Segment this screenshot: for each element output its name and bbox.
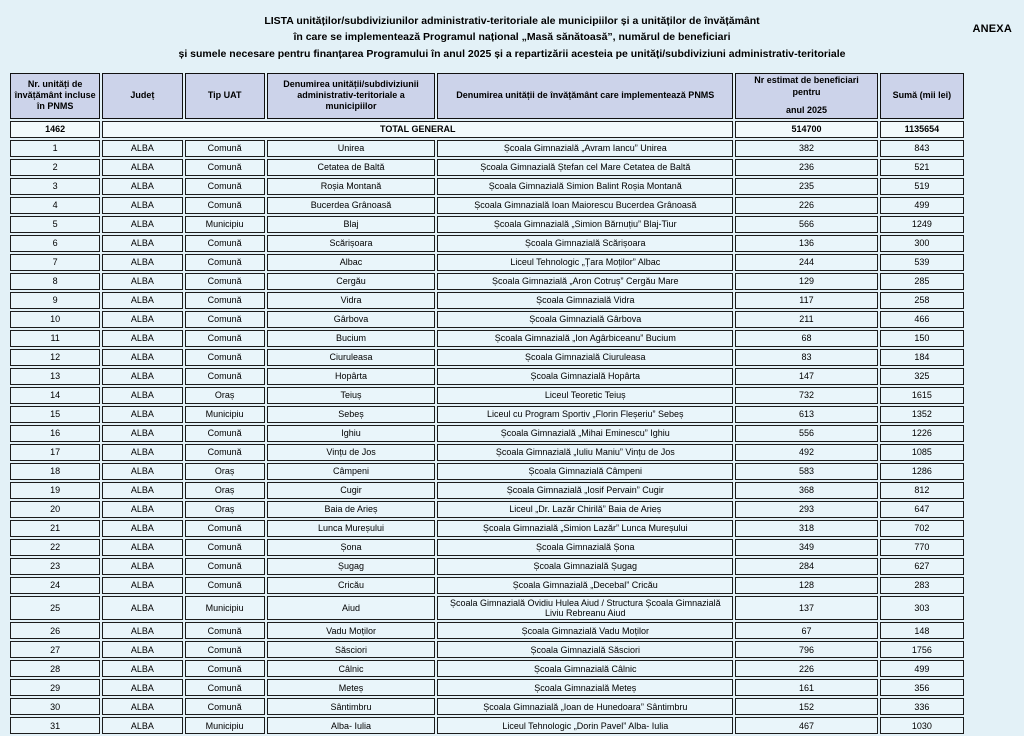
school-name-cell: Școala Gimnazială Câlnic [437, 660, 733, 677]
county-cell: ALBA [102, 558, 182, 575]
uat-type-cell: Comună [185, 273, 265, 290]
uat-name-cell: Sântimbru [267, 698, 436, 715]
school-name-cell: Școala Gimnazială Ioan Maiorescu Bucerdea Grânoasă [437, 197, 733, 214]
uat-type-cell: Comună [185, 368, 265, 385]
uat-name-cell: Vințu de Jos [267, 444, 436, 461]
school-name-cell: Școala Gimnazială Scărișoara [437, 235, 733, 252]
county-cell: ALBA [102, 425, 182, 442]
total-count-cell: 1462 [10, 121, 100, 138]
uat-name-cell: Sebeș [267, 406, 436, 423]
uat-name-cell: Alba- Iulia [267, 717, 436, 734]
county-cell: ALBA [102, 140, 182, 157]
row-number-cell: 1 [10, 140, 100, 157]
beneficiaries-cell: 244 [735, 254, 877, 271]
uat-type-cell: Comună [185, 641, 265, 658]
row-number-cell: 26 [10, 622, 100, 639]
row-number-cell: 4 [10, 197, 100, 214]
table-row [10, 679, 964, 696]
uat-type-cell: Comună [185, 292, 265, 309]
amount-cell: 1085 [880, 444, 964, 461]
county-cell: ALBA [102, 330, 182, 347]
uat-name-cell: Albac [267, 254, 436, 271]
table-row [10, 622, 964, 639]
uat-type-cell: Comună [185, 679, 265, 696]
uat-type-cell: Comună [185, 254, 265, 271]
amount-cell: 148 [880, 622, 964, 639]
school-name-cell: Școala Gimnazială „Mihai Eminescu” Ighiu [437, 425, 733, 442]
amount-cell: 770 [880, 539, 964, 556]
row-number-cell: 23 [10, 558, 100, 575]
school-name-cell: Școala Gimnazială „Simion Lazăr” Lunca Mureșului [437, 520, 733, 537]
uat-name-cell: Bucerdea Grânoasă [267, 197, 436, 214]
beneficiaries-cell: 226 [735, 197, 877, 214]
beneficiaries-cell: 129 [735, 273, 877, 290]
amount-cell: 1030 [880, 717, 964, 734]
row-number-cell: 21 [10, 520, 100, 537]
school-name-cell: Școala Gimnazială „Iuliu Maniu” Vințu de Jos [437, 444, 733, 461]
school-name-cell: Școala Gimnazială Meteș [437, 679, 733, 696]
row-number-cell: 16 [10, 425, 100, 442]
total-beneficiaries-cell: 514700 [735, 121, 877, 138]
row-number-cell: 6 [10, 235, 100, 252]
beneficiaries-cell: 67 [735, 622, 877, 639]
row-number-cell: 13 [10, 368, 100, 385]
beneficiaries-cell: 492 [735, 444, 877, 461]
school-name-cell: Școala Gimnazială Simion Balint Roșia Montană [437, 178, 733, 195]
amount-cell: 285 [880, 273, 964, 290]
amount-cell: 843 [880, 140, 964, 157]
uat-type-cell: Comună [185, 159, 265, 176]
school-name-cell: Liceul „Dr. Lazăr Chirilă” Baia de Arieș [437, 501, 733, 518]
beneficiaries-cell: 284 [735, 558, 877, 575]
uat-name-cell: Cugir [267, 482, 436, 499]
beneficiaries-cell: 68 [735, 330, 877, 347]
document-page [0, 13, 1024, 731]
uat-name-cell: Gârbova [267, 311, 436, 328]
uat-name-cell: Meteș [267, 679, 436, 696]
uat-type-cell: Oraș [185, 463, 265, 480]
uat-name-cell: Hopârta [267, 368, 436, 385]
county-cell: ALBA [102, 311, 182, 328]
uat-type-cell: Comună [185, 311, 265, 328]
county-cell: ALBA [102, 292, 182, 309]
school-name-cell: Școala Gimnazială Săsciori [437, 641, 733, 658]
county-cell: ALBA [102, 349, 182, 366]
table-row [10, 311, 964, 328]
col-header-denumire-unitate: Denumirea unității de învățământ care implementează PNMS [437, 73, 733, 119]
beneficiaries-cell: 382 [735, 140, 877, 157]
amount-cell: 647 [880, 501, 964, 518]
row-number-cell: 11 [10, 330, 100, 347]
amount-cell: 184 [880, 349, 964, 366]
uat-type-cell: Oraș [185, 501, 265, 518]
uat-name-cell: Șona [267, 539, 436, 556]
county-cell: ALBA [102, 622, 182, 639]
school-name-cell: Școala Gimnazială „Iosif Pervain” Cugir [437, 482, 733, 499]
county-cell: ALBA [102, 235, 182, 252]
table-row [10, 501, 964, 518]
amount-cell: 283 [880, 577, 964, 594]
county-cell: ALBA [102, 159, 182, 176]
table-row [10, 539, 964, 556]
uat-type-cell: Comună [185, 178, 265, 195]
uat-type-cell: Comună [185, 622, 265, 639]
amount-cell: 258 [880, 292, 964, 309]
county-cell: ALBA [102, 463, 182, 480]
amount-cell: 521 [880, 159, 964, 176]
county-cell: ALBA [102, 520, 182, 537]
uat-type-cell: Oraș [185, 482, 265, 499]
row-number-cell: 5 [10, 216, 100, 233]
beneficiaries-cell: 293 [735, 501, 877, 518]
total-row [10, 121, 964, 138]
uat-name-cell: Ciuruleasa [267, 349, 436, 366]
row-number-cell: 31 [10, 717, 100, 734]
table-row [10, 698, 964, 715]
amount-cell: 1615 [880, 387, 964, 404]
school-name-cell: Liceul cu Program Sportiv „Florin Fleșeriu” Sebeș [437, 406, 733, 423]
beneficiaries-cell: 137 [735, 596, 877, 621]
table-row [10, 159, 964, 176]
row-number-cell: 8 [10, 273, 100, 290]
uat-name-cell: Bucium [267, 330, 436, 347]
uat-name-cell: Teiuș [267, 387, 436, 404]
school-name-cell: Liceul Tehnologic „Țara Moților” Albac [437, 254, 733, 271]
table-row [10, 596, 964, 621]
beneficiaries-cell: 128 [735, 577, 877, 594]
school-name-cell: Școala Gimnazială Șugag [437, 558, 733, 575]
amount-cell: 1352 [880, 406, 964, 423]
uat-name-cell: Câlnic [267, 660, 436, 677]
beneficiaries-cell: 226 [735, 660, 877, 677]
table-row [10, 520, 964, 537]
row-number-cell: 14 [10, 387, 100, 404]
amount-cell: 356 [880, 679, 964, 696]
county-cell: ALBA [102, 679, 182, 696]
col-header-judet: Județ [102, 73, 182, 119]
table-row [10, 178, 964, 195]
beneficiaries-cell: 796 [735, 641, 877, 658]
county-cell: ALBA [102, 444, 182, 461]
amount-cell: 325 [880, 368, 964, 385]
amount-cell: 627 [880, 558, 964, 575]
school-name-cell: Școala Gimnazială Ștefan cel Mare Cetatea de Baltă [437, 159, 733, 176]
uat-name-cell: Vadu Moților [267, 622, 436, 639]
col-header-nr-unitati: Nr. unități de învățământ incluse în PNMS [10, 73, 100, 119]
document-title [60, 13, 964, 62]
uat-type-cell: Municipiu [185, 717, 265, 734]
uat-type-cell: Comună [185, 425, 265, 442]
county-cell: ALBA [102, 641, 182, 658]
title-line-2: în care se implementează Programul național „Masă sănătoasă”, numărul de beneficiari [293, 31, 731, 44]
beneficiaries-cell: 318 [735, 520, 877, 537]
uat-type-cell: Municipiu [185, 596, 265, 621]
school-name-cell: Școala Gimnazială „Ion Agârbiceanu” Bucium [437, 330, 733, 347]
table-row [10, 235, 964, 252]
row-number-cell: 25 [10, 596, 100, 621]
table-row [10, 717, 964, 734]
county-cell: ALBA [102, 717, 182, 734]
row-number-cell: 10 [10, 311, 100, 328]
pnms-table [8, 71, 966, 736]
amount-cell: 1756 [880, 641, 964, 658]
beneficiaries-cell: 83 [735, 349, 877, 366]
beneficiaries-cell: 161 [735, 679, 877, 696]
county-cell: ALBA [102, 387, 182, 404]
uat-name-cell: Roșia Montană [267, 178, 436, 195]
county-cell: ALBA [102, 501, 182, 518]
amount-cell: 300 [880, 235, 964, 252]
beneficiaries-cell: 467 [735, 717, 877, 734]
uat-name-cell: Cetatea de Baltă [267, 159, 436, 176]
beneficiaries-cell: 152 [735, 698, 877, 715]
amount-cell: 499 [880, 660, 964, 677]
amount-cell: 702 [880, 520, 964, 537]
col-header-beneficiari-line1: Nr estimat de beneficiari pentru [754, 75, 859, 97]
table-row [10, 406, 964, 423]
beneficiaries-cell: 147 [735, 368, 877, 385]
col-header-suma: Sumă (mii lei) [880, 73, 964, 119]
uat-type-cell: Municipiu [185, 216, 265, 233]
row-number-cell: 7 [10, 254, 100, 271]
county-cell: ALBA [102, 482, 182, 499]
uat-name-cell: Unirea [267, 140, 436, 157]
county-cell: ALBA [102, 178, 182, 195]
row-number-cell: 24 [10, 577, 100, 594]
uat-type-cell: Comună [185, 197, 265, 214]
beneficiaries-cell: 235 [735, 178, 877, 195]
row-number-cell: 20 [10, 501, 100, 518]
uat-name-cell: Vidra [267, 292, 436, 309]
row-number-cell: 17 [10, 444, 100, 461]
title-line-1: LISTA unităților/subdiviziunilor administrativ-teritoriale ale municipiilor și a unităților de învățământ [264, 15, 760, 27]
county-cell: ALBA [102, 368, 182, 385]
table-row [10, 577, 964, 594]
col-header-tip-uat: Tip UAT [185, 73, 265, 119]
school-name-cell: Școala Gimnazială Gârbova [437, 311, 733, 328]
county-cell: ALBA [102, 273, 182, 290]
table-row [10, 254, 964, 271]
uat-name-cell: Săsciori [267, 641, 436, 658]
county-cell: ALBA [102, 596, 182, 621]
school-name-cell: Școala Gimnazială „Avram Iancu” Unirea [437, 140, 733, 157]
uat-name-cell: Câmpeni [267, 463, 436, 480]
uat-name-cell: Cergău [267, 273, 436, 290]
amount-cell: 150 [880, 330, 964, 347]
uat-name-cell: Cricău [267, 577, 436, 594]
header-row [10, 73, 964, 119]
amount-cell: 336 [880, 698, 964, 715]
uat-name-cell: Aiud [267, 596, 436, 621]
school-name-cell: Liceul Teoretic Teiuș [437, 387, 733, 404]
row-number-cell: 3 [10, 178, 100, 195]
total-label-cell: TOTAL GENERAL [102, 121, 733, 138]
beneficiaries-cell: 211 [735, 311, 877, 328]
county-cell: ALBA [102, 197, 182, 214]
county-cell: ALBA [102, 539, 182, 556]
table-row [10, 641, 964, 658]
row-number-cell: 9 [10, 292, 100, 309]
school-name-cell: Școala Gimnazială Hopârta [437, 368, 733, 385]
beneficiaries-cell: 583 [735, 463, 877, 480]
county-cell: ALBA [102, 698, 182, 715]
row-number-cell: 29 [10, 679, 100, 696]
uat-type-cell: Comună [185, 330, 265, 347]
amount-cell: 1286 [880, 463, 964, 480]
school-name-cell: Școala Gimnazială Câmpeni [437, 463, 733, 480]
table-row [10, 216, 964, 233]
row-number-cell: 18 [10, 463, 100, 480]
amount-cell: 499 [880, 197, 964, 214]
beneficiaries-cell: 136 [735, 235, 877, 252]
table-row [10, 197, 964, 214]
uat-type-cell: Comună [185, 698, 265, 715]
amount-cell: 519 [880, 178, 964, 195]
uat-type-cell: Comună [185, 140, 265, 157]
school-name-cell: Școala Gimnazială Ovidiu Hulea Aiud / Structura Școala Gimnazială Liviu Rebreanu Aiud [437, 596, 733, 621]
table-row [10, 558, 964, 575]
uat-type-cell: Comună [185, 520, 265, 537]
table-row [10, 463, 964, 480]
uat-type-cell: Comună [185, 577, 265, 594]
school-name-cell: Școala Gimnazială Ciuruleasa [437, 349, 733, 366]
row-number-cell: 15 [10, 406, 100, 423]
beneficiaries-cell: 566 [735, 216, 877, 233]
school-name-cell: Școala Gimnazială „Ioan de Hunedoara” Sântimbru [437, 698, 733, 715]
uat-type-cell: Comună [185, 444, 265, 461]
county-cell: ALBA [102, 406, 182, 423]
table-row [10, 368, 964, 385]
uat-type-cell: Comună [185, 660, 265, 677]
school-name-cell: Școala Gimnazială Vidra [437, 292, 733, 309]
uat-name-cell: Șugag [267, 558, 436, 575]
beneficiaries-cell: 556 [735, 425, 877, 442]
table-row [10, 273, 964, 290]
beneficiaries-cell: 732 [735, 387, 877, 404]
table-row [10, 660, 964, 677]
amount-cell: 812 [880, 482, 964, 499]
uat-type-cell: Comună [185, 539, 265, 556]
county-cell: ALBA [102, 254, 182, 271]
county-cell: ALBA [102, 577, 182, 594]
table-row [10, 330, 964, 347]
uat-type-cell: Comună [185, 235, 265, 252]
total-amount-cell: 1135654 [880, 121, 964, 138]
row-number-cell: 12 [10, 349, 100, 366]
uat-name-cell: Baia de Arieș [267, 501, 436, 518]
table-row [10, 444, 964, 461]
county-cell: ALBA [102, 660, 182, 677]
school-name-cell: Școala Gimnazială Vadu Moților [437, 622, 733, 639]
uat-name-cell: Ighiu [267, 425, 436, 442]
school-name-cell: Școala Gimnazială „Aron Cotruș” Cergău Mare [437, 273, 733, 290]
table-row [10, 140, 964, 157]
beneficiaries-cell: 613 [735, 406, 877, 423]
uat-type-cell: Comună [185, 558, 265, 575]
row-number-cell: 22 [10, 539, 100, 556]
table-row [10, 292, 964, 309]
uat-type-cell: Municipiu [185, 406, 265, 423]
beneficiaries-cell: 349 [735, 539, 877, 556]
table-row [10, 387, 964, 404]
beneficiaries-cell: 117 [735, 292, 877, 309]
county-cell: ALBA [102, 216, 182, 233]
row-number-cell: 27 [10, 641, 100, 658]
amount-cell: 466 [880, 311, 964, 328]
school-name-cell: Școala Gimnazială „Decebal” Cricău [437, 577, 733, 594]
uat-name-cell: Scărișoara [267, 235, 436, 252]
beneficiaries-cell: 236 [735, 159, 877, 176]
row-number-cell: 30 [10, 698, 100, 715]
table-row [10, 482, 964, 499]
table-row [10, 425, 964, 442]
col-header-beneficiari [735, 73, 877, 119]
uat-name-cell: Blaj [267, 216, 436, 233]
table-row [10, 349, 964, 366]
col-header-beneficiari-line2: anul 2025 [785, 104, 827, 115]
col-header-denumire-uat: Denumirea unității/subdiviziunii administrativ-teritoriale a municipiilor [267, 73, 436, 119]
row-number-cell: 28 [10, 660, 100, 677]
school-name-cell: Liceul Tehnologic „Dorin Pavel” Alba- Iulia [437, 717, 733, 734]
school-name-cell: Școala Gimnazială Șona [437, 539, 733, 556]
amount-cell: 303 [880, 596, 964, 621]
uat-type-cell: Comună [185, 349, 265, 366]
school-name-cell: Școala Gimnazială „Simion Bărnuțiu” Blaj-Tiur [437, 216, 733, 233]
row-number-cell: 19 [10, 482, 100, 499]
annex-label: ANEXA [972, 23, 1012, 35]
beneficiaries-cell: 368 [735, 482, 877, 499]
uat-type-cell: Oraș [185, 387, 265, 404]
amount-cell: 539 [880, 254, 964, 271]
row-number-cell: 2 [10, 159, 100, 176]
title-line-3: și sumele necesare pentru finanțarea Programului în anul 2025 și a repartizării acesteia pe unități/subdiviziuni administrativ-teritoriale [178, 47, 846, 60]
amount-cell: 1249 [880, 216, 964, 233]
amount-cell: 1226 [880, 425, 964, 442]
uat-name-cell: Lunca Mureșului [267, 520, 436, 537]
